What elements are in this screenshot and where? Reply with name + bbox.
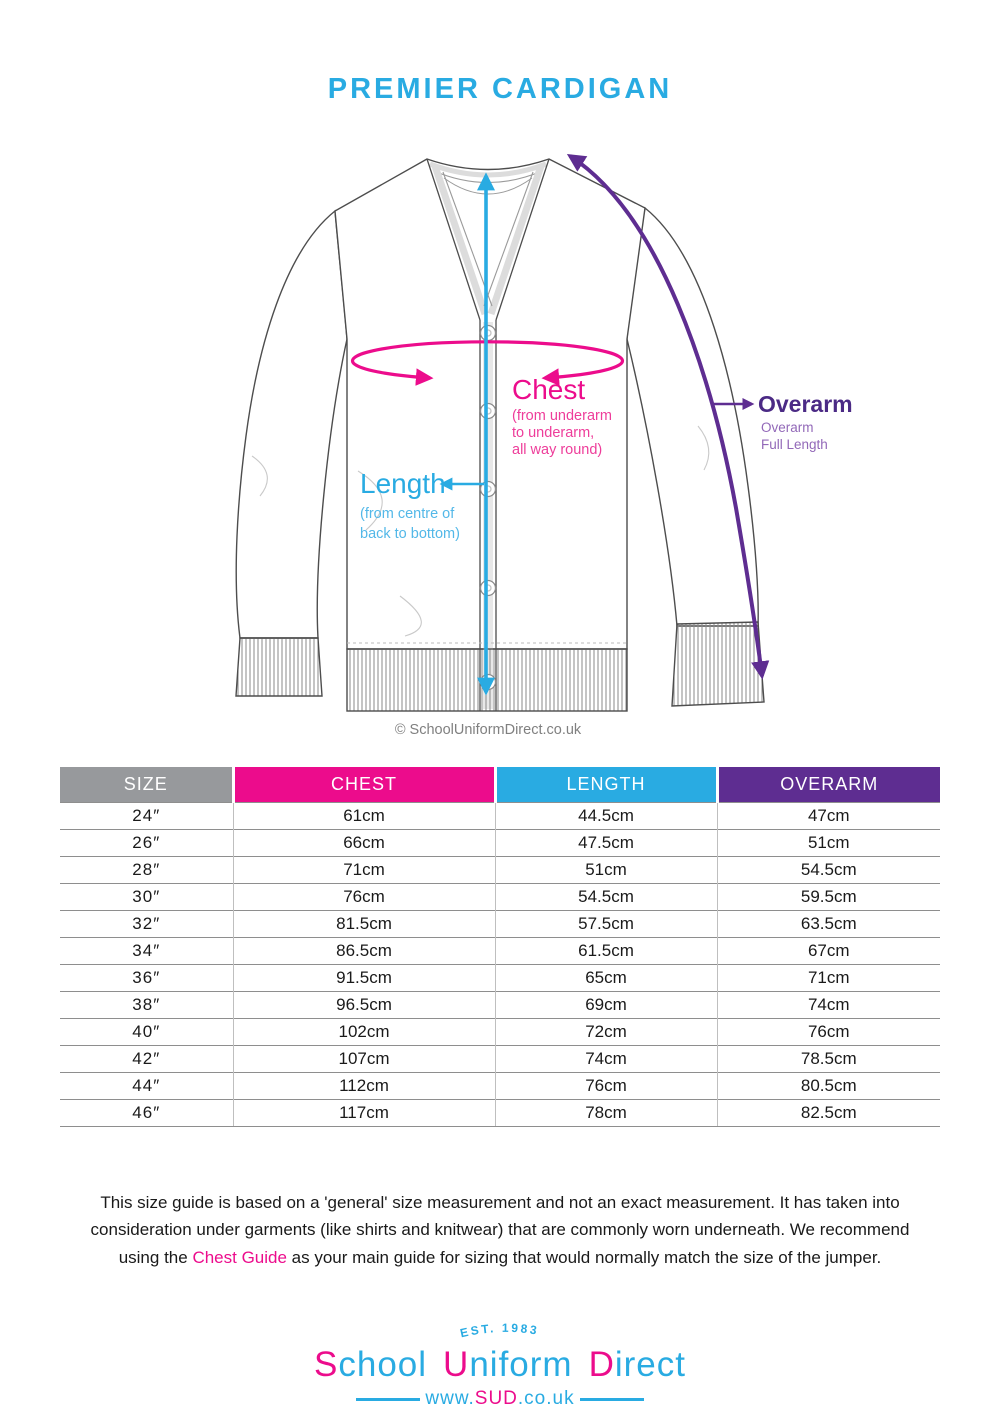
length-cell: 76cm xyxy=(495,1072,717,1099)
url-sud: SUD xyxy=(474,1388,518,1410)
size-table-body xyxy=(60,802,940,1126)
overarm-cell: 47cm xyxy=(717,802,940,829)
size-cell: 38″ xyxy=(60,991,233,1018)
chest-cell: 91.5cm xyxy=(233,964,495,991)
chest-label: Chest xyxy=(512,373,586,405)
brand-logo xyxy=(0,1317,1000,1410)
svg-text:EST. 1983 xyxy=(459,1321,540,1340)
length-cell: 61.5cm xyxy=(495,937,717,964)
size-cell: 36″ xyxy=(60,964,233,991)
chest-cell: 96.5cm xyxy=(233,991,495,1018)
col-header-chest: CHEST xyxy=(233,767,495,803)
logo-url-line xyxy=(0,1388,1000,1410)
logo-wordmark xyxy=(0,1347,1000,1383)
overarm-cell: 59.5cm xyxy=(717,883,940,910)
col-header-length: LENGTH xyxy=(495,767,717,803)
size-cell: 34″ xyxy=(60,937,233,964)
overarm-cell: 74cm xyxy=(717,991,940,1018)
note-line-2: consideration under garments (like shirts and knitwear) that are commonly worn underneath. We recommend xyxy=(90,1220,910,1240)
table-row xyxy=(60,856,940,883)
chest-cell: 107cm xyxy=(233,1045,495,1072)
table-row xyxy=(60,937,940,964)
length-sub-2: back to bottom) xyxy=(360,525,460,542)
overarm-sub-2: Full Length xyxy=(761,436,828,452)
table-row xyxy=(60,1099,940,1126)
chest-cell: 112cm xyxy=(233,1072,495,1099)
table-row xyxy=(60,964,940,991)
size-cell: 26″ xyxy=(60,829,233,856)
overarm-cell: 82.5cm xyxy=(717,1099,940,1126)
length-cell: 54.5cm xyxy=(495,883,717,910)
length-cell: 47.5cm xyxy=(495,829,717,856)
table-row xyxy=(60,802,940,829)
length-cell: 65cm xyxy=(495,964,717,991)
table-row xyxy=(60,1072,940,1099)
chest-sub-2: to underarm, xyxy=(512,424,595,441)
size-cell: 24″ xyxy=(60,802,233,829)
chest-cell: 66cm xyxy=(233,829,495,856)
note-line-3-pre: using the xyxy=(118,1247,193,1267)
note-line-3 xyxy=(35,1244,965,1272)
overarm-cell: 67cm xyxy=(717,937,940,964)
size-cell: 32″ xyxy=(60,910,233,937)
size-cell: 44″ xyxy=(60,1072,233,1099)
length-label: Length xyxy=(360,467,446,499)
length-cell: 78cm xyxy=(495,1099,717,1126)
chest-cell: 81.5cm xyxy=(233,910,495,937)
chest-cell: 86.5cm xyxy=(233,937,495,964)
logo-rest-niform: niform xyxy=(469,1345,573,1385)
logo-cap-s: S xyxy=(314,1345,339,1385)
col-header-overarm: OVERARM xyxy=(717,767,940,803)
col-header-size: SIZE xyxy=(60,767,233,803)
overarm-cell: 51cm xyxy=(717,829,940,856)
chest-cell: 76cm xyxy=(233,883,495,910)
size-cell: 46″ xyxy=(60,1099,233,1126)
chest-guide-link[interactable]: Chest Guide xyxy=(192,1247,287,1267)
overarm-cell: 71cm xyxy=(717,964,940,991)
logo-word-direct xyxy=(589,1345,686,1384)
table-row xyxy=(60,1045,940,1072)
length-cell: 69cm xyxy=(495,991,717,1018)
logo-cap-d: D xyxy=(588,1345,615,1385)
size-guide-note xyxy=(35,1189,965,1272)
est-1983-arc xyxy=(415,1317,585,1347)
page-title: PREMIER CARDIGAN xyxy=(327,73,673,106)
size-cell: 28″ xyxy=(60,856,233,883)
url-couk: .co.uk xyxy=(517,1388,575,1410)
est-1983-text: EST. 1983 xyxy=(458,1321,541,1341)
logo-url[interactable] xyxy=(425,1388,574,1410)
logo-word-school xyxy=(314,1345,427,1384)
table-row xyxy=(60,829,940,856)
overarm-cell: 54.5cm xyxy=(717,856,940,883)
table-row xyxy=(60,883,940,910)
length-cell: 72cm xyxy=(495,1018,717,1045)
chest-sub-1: (from underarm xyxy=(512,407,612,424)
size-table xyxy=(60,767,940,1127)
url-www: www. xyxy=(425,1388,475,1410)
logo-rest-irect: irect xyxy=(614,1345,686,1385)
cardigan-svg xyxy=(100,126,900,746)
chest-sub-3: all way round) xyxy=(512,441,603,458)
chest-cell: 71cm xyxy=(233,856,495,883)
size-table-header-row xyxy=(60,767,940,803)
overarm-label: Overarm xyxy=(758,390,853,417)
chest-cell: 61cm xyxy=(233,802,495,829)
size-cell: 40″ xyxy=(60,1018,233,1045)
table-row xyxy=(60,910,940,937)
table-row xyxy=(60,991,940,1018)
overarm-cell: 78.5cm xyxy=(717,1045,940,1072)
size-cell: 42″ xyxy=(60,1045,233,1072)
length-sub-1: (from centre of xyxy=(360,505,455,522)
overarm-cell: 80.5cm xyxy=(717,1072,940,1099)
overarm-sub-1: Overarm xyxy=(761,419,814,435)
length-cell: 74cm xyxy=(495,1045,717,1072)
chest-cell: 102cm xyxy=(233,1018,495,1045)
logo-cap-u: U xyxy=(443,1345,470,1385)
overarm-cell: 63.5cm xyxy=(717,910,940,937)
note-line-3-post: as your main guide for sizing that would normally match the size of the jumper. xyxy=(286,1247,882,1267)
length-cell: 51cm xyxy=(495,856,717,883)
length-cell: 57.5cm xyxy=(495,910,717,937)
logo-word-uniform xyxy=(443,1345,573,1384)
chest-cell: 117cm xyxy=(233,1099,495,1126)
length-cell: 44.5cm xyxy=(495,802,717,829)
overarm-cell: 76cm xyxy=(717,1018,940,1045)
cardigan-diagram xyxy=(100,126,900,751)
url-rule-left xyxy=(356,1398,420,1401)
diagram-copyright: © SchoolUniformDirect.co.uk xyxy=(394,721,582,738)
size-cell: 30″ xyxy=(60,883,233,910)
url-rule-right xyxy=(580,1398,644,1401)
logo-rest-chool: chool xyxy=(338,1345,428,1385)
note-line-1: This size guide is based on a 'general' size measurement and not an exact measurement. It has taken into xyxy=(100,1192,900,1212)
table-row xyxy=(60,1018,940,1045)
